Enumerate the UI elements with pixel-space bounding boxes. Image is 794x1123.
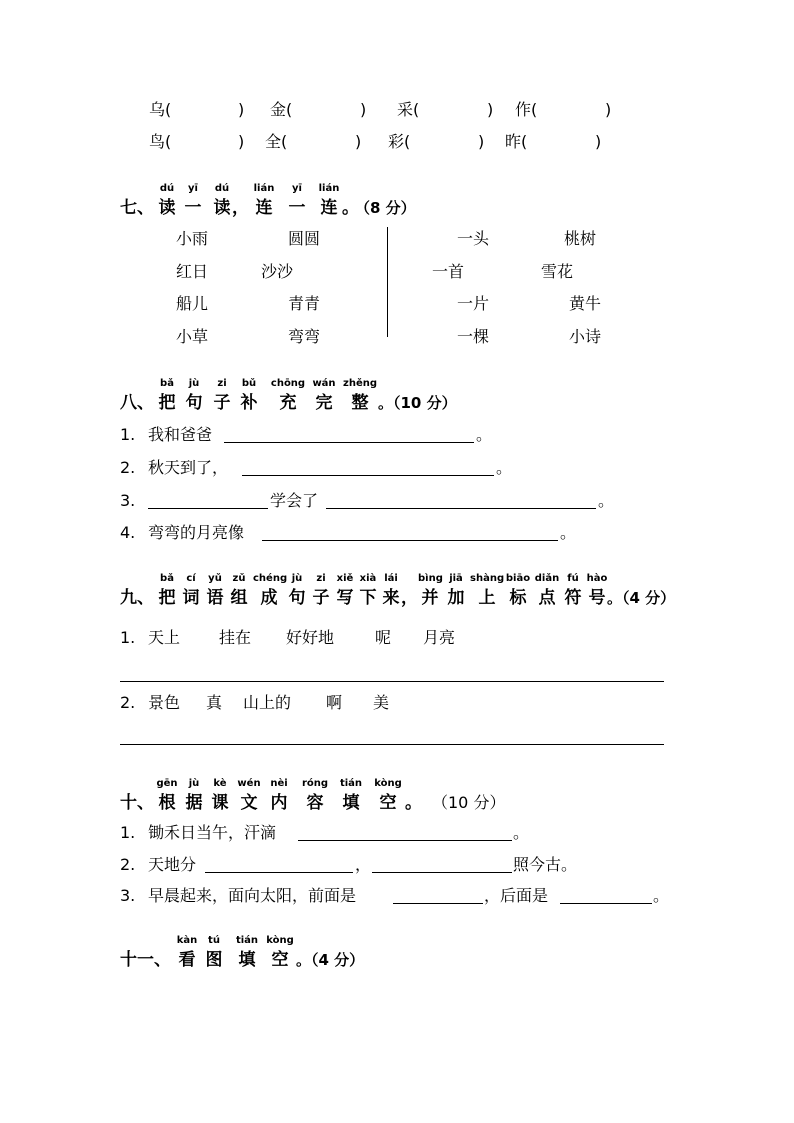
q9-char: bǎ 把 xyxy=(158,573,176,608)
item-text: 锄禾日当午，汗滴 xyxy=(148,823,277,842)
q9-char: jù 句 xyxy=(288,573,306,608)
paren-close: ) xyxy=(238,132,245,151)
item-end: 。 xyxy=(496,458,513,477)
match-word: 弯弯 xyxy=(288,327,321,346)
item-end: 。 xyxy=(513,823,530,842)
q7-char: lián 连 xyxy=(318,183,340,218)
q10-char: wén 文 xyxy=(237,778,261,813)
punct: 。 xyxy=(342,198,359,218)
q8-char: wán 完 xyxy=(312,378,336,413)
answer-blank[interactable] xyxy=(560,903,652,904)
paren-close: ) xyxy=(605,100,612,119)
item-text: 秋天到了， xyxy=(148,458,229,477)
match-word: 红日 xyxy=(176,262,209,281)
item-number: 2. xyxy=(120,693,136,712)
q9-score: 。（4 分） xyxy=(607,589,676,607)
q8-char: bǎ 把 xyxy=(158,378,176,413)
item-number: 3. xyxy=(120,491,136,510)
item-text: 学会了 xyxy=(270,491,319,510)
q11-char: tián 填 xyxy=(235,935,259,970)
char-label: 彩( xyxy=(388,132,411,151)
q9-char: bìng 并 xyxy=(418,573,443,608)
match-word: 圆圆 xyxy=(288,229,321,248)
q10-char: jù 据 xyxy=(185,778,203,813)
word: 天上 xyxy=(148,628,181,647)
match-word: 小诗 xyxy=(569,327,602,346)
answer-blank[interactable] xyxy=(242,475,494,476)
item-text: 弯弯的月亮像 xyxy=(148,523,245,542)
punct: ， xyxy=(232,198,249,218)
q9-char: shàng 上 xyxy=(470,573,505,608)
word: 景色 xyxy=(148,693,181,712)
q9-char: chéng 成 xyxy=(253,573,288,608)
q7-char: dú 读 xyxy=(158,183,176,218)
q8-char: jù 句 xyxy=(185,378,203,413)
q9-char: jiā 加 xyxy=(447,573,465,608)
q9-char: xiě 写 xyxy=(336,573,354,608)
answer-blank[interactable] xyxy=(326,508,596,509)
q9-char: lái 来 xyxy=(382,573,400,608)
q9-char: zi 子 xyxy=(312,573,330,608)
q10-char: kè 课 xyxy=(211,778,229,813)
q11-char: tú 图 xyxy=(205,935,223,970)
q7-char: yī 一 xyxy=(184,183,202,218)
answer-blank[interactable] xyxy=(148,508,268,509)
char-label: 作( xyxy=(515,100,538,119)
item-number: 1. xyxy=(120,823,136,842)
word: 呢 xyxy=(375,628,392,647)
char-label: 鸟( xyxy=(149,132,172,151)
q10-char: kòng 空 xyxy=(374,778,402,813)
item-text: ， xyxy=(355,855,372,874)
answer-blank[interactable] xyxy=(224,442,474,443)
q9-char: xià 下 xyxy=(359,573,377,608)
match-word: 小雨 xyxy=(176,229,209,248)
q10-char: nèi 内 xyxy=(270,778,288,813)
item-end: 。 xyxy=(598,491,615,510)
q8-char: zhěng 整 xyxy=(343,378,377,413)
item-number: 2. xyxy=(120,458,136,477)
match-word: 一棵 xyxy=(457,327,490,346)
q8-score: 。（10 分） xyxy=(378,394,457,412)
match-word: 雪花 xyxy=(541,262,574,281)
char-label: 昨( xyxy=(505,132,528,151)
q7-char: lián 连 xyxy=(253,183,275,218)
match-word: 黄牛 xyxy=(569,294,602,313)
q9-char: hào 号 xyxy=(586,573,608,608)
q11-char: kòng 空 xyxy=(266,935,294,970)
answer-line[interactable] xyxy=(120,744,664,745)
match-word: 桃树 xyxy=(564,229,597,248)
paren-close: ) xyxy=(238,100,245,119)
answer-blank[interactable] xyxy=(372,872,512,873)
answer-blank[interactable] xyxy=(205,872,353,873)
punct: ， xyxy=(401,588,418,608)
q7-score: （8 分） xyxy=(355,199,416,217)
q11-number: 十一、 xyxy=(120,950,171,970)
char-label: 金( xyxy=(270,100,293,119)
q10-char: gēn 根 xyxy=(156,778,178,813)
answer-blank[interactable] xyxy=(262,540,558,541)
q10-char: tián 填 xyxy=(339,778,363,813)
q8-number: 八、 xyxy=(120,393,154,413)
q10-number: 十、 xyxy=(120,793,154,813)
punct: 。 xyxy=(405,793,422,813)
q9-char: fú 符 xyxy=(564,573,582,608)
word: 挂在 xyxy=(219,628,252,647)
q8-char: bǔ 补 xyxy=(240,378,258,413)
match-word: 船儿 xyxy=(176,294,209,313)
item-number: 1. xyxy=(120,628,136,647)
word: 真 xyxy=(206,693,223,712)
item-number: 2. xyxy=(120,855,136,874)
item-end: 。 xyxy=(476,425,493,444)
paren-close: ) xyxy=(478,132,485,151)
q9-number: 九、 xyxy=(120,588,154,608)
q9-char: cí 词 xyxy=(182,573,200,608)
item-end: 。 xyxy=(560,523,577,542)
word: 啊 xyxy=(326,693,343,712)
item-end: 照今古。 xyxy=(513,855,578,874)
word: 月亮 xyxy=(423,628,456,647)
q10-score: （10 分） xyxy=(432,793,506,812)
paren-close: ) xyxy=(360,100,367,119)
word: 好好地 xyxy=(286,628,335,647)
paren-close: ) xyxy=(355,132,362,151)
divider-line xyxy=(387,227,388,337)
paren-close: ) xyxy=(487,100,494,119)
item-end: 。 xyxy=(653,886,670,905)
word: 美 xyxy=(373,693,390,712)
match-word: 沙沙 xyxy=(261,262,294,281)
q9-char: biāo 标 xyxy=(505,573,531,608)
item-number: 1. xyxy=(120,425,136,444)
q9-char: yǔ 语 xyxy=(206,573,224,608)
answer-blank[interactable] xyxy=(393,903,483,904)
paren-close: ) xyxy=(595,132,602,151)
answer-line[interactable] xyxy=(120,681,664,682)
match-word: 一首 xyxy=(432,262,465,281)
q7-char: yī 一 xyxy=(288,183,306,218)
item-text: ，后面是 xyxy=(484,886,549,905)
q9-char: zǔ 组 xyxy=(230,573,248,608)
q11-score: 。（4 分） xyxy=(296,951,365,969)
char-label: 乌( xyxy=(149,100,172,119)
match-word: 一片 xyxy=(457,294,490,313)
q7-number: 七、 xyxy=(120,198,154,218)
item-text: 早晨起来，面向太阳，前面是 xyxy=(148,886,357,905)
item-text: 我和爸爸 xyxy=(148,425,213,444)
q8-char: zi 子 xyxy=(213,378,231,413)
item-text: 天地分 xyxy=(148,855,197,874)
char-label: 采( xyxy=(397,100,420,119)
q8-char: chōng 充 xyxy=(270,378,306,413)
match-word: 一头 xyxy=(457,229,490,248)
match-word: 小草 xyxy=(176,327,209,346)
item-number: 3. xyxy=(120,886,136,905)
q9-char: diǎn 点 xyxy=(534,573,560,608)
item-number: 4. xyxy=(120,523,136,542)
word: 山上的 xyxy=(243,693,292,712)
q10-char: róng 容 xyxy=(301,778,329,813)
q11-char: kàn 看 xyxy=(176,935,198,970)
answer-blank[interactable] xyxy=(298,840,512,841)
char-label: 全( xyxy=(265,132,288,151)
match-word: 青青 xyxy=(288,294,321,313)
q7-char: dú 读 xyxy=(213,183,231,218)
